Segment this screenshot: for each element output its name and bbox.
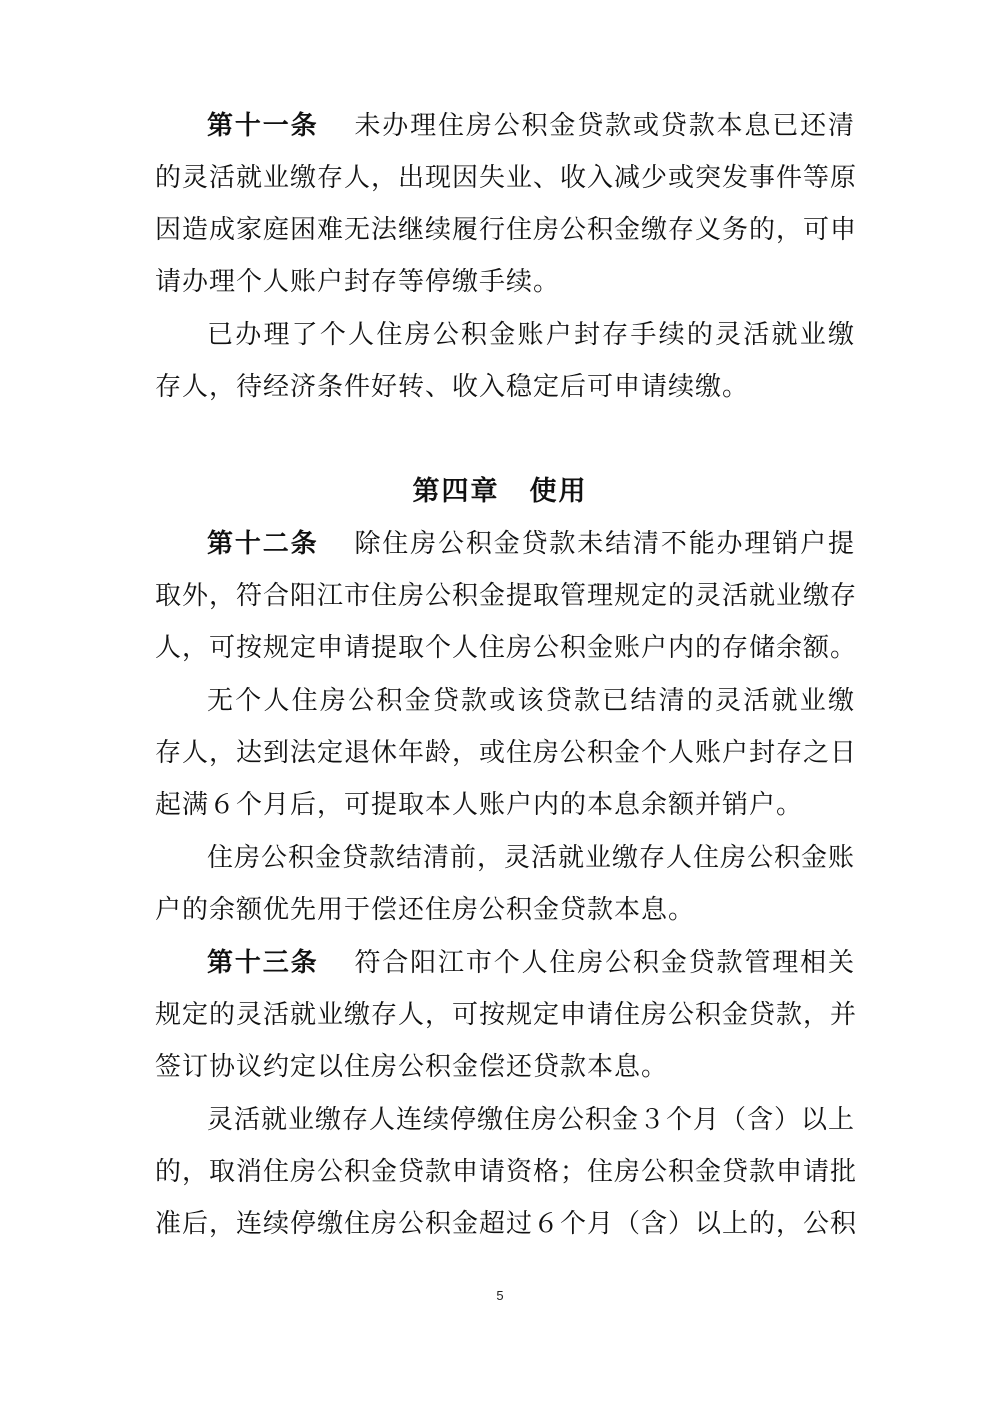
chapter-title: 使用 xyxy=(529,476,588,507)
article-11-line: 的灵活就业缴存人，出现因失业、收入减少或突发事件等原 xyxy=(155,163,858,193)
article-12-line: 人，可按规定申请提取个人住房公积金账户内的存储余额。 xyxy=(155,633,858,663)
article-13-para2-line: 的，取消住房公积金贷款申请资格；住房公积金贷款申请批 xyxy=(155,1157,858,1187)
article-13-para2-line: 灵活就业缴存人连续停缴住房公积金３个月（含）以上 xyxy=(207,1105,856,1135)
article-11-label: 第十一条 xyxy=(207,111,319,141)
article-13-line: 签订协议约定以住房公积金偿还贷款本息。 xyxy=(155,1052,669,1082)
article-13-para2-line: 准后，连续停缴住房公积金超过６个月（含）以上的，公积 xyxy=(155,1209,858,1239)
article-12-para2-line: 起满６个月后，可提取本人账户内的本息余额并销户。 xyxy=(155,790,804,820)
article-13-label: 第十三条 xyxy=(207,948,319,978)
page-number: 5 xyxy=(496,1288,504,1303)
article-11-text: 未办理住房公积金贷款或贷款本息已还清 xyxy=(354,111,855,141)
article-12-para3-line: 住房公积金贷款结清前，灵活就业缴存人住房公积金账 xyxy=(207,843,856,873)
article-12-label: 第十二条 xyxy=(207,529,319,559)
chapter-number: 第四章 xyxy=(412,476,500,507)
article-13-text: 符合阳江市个人住房公积金贷款管理相关 xyxy=(354,948,855,978)
article-13-line: 规定的灵活就业缴存人，可按规定申请住房公积金贷款，并 xyxy=(155,1000,858,1030)
article-11-line: 因造成家庭困难无法继续履行住房公积金缴存义务的，可申 xyxy=(155,215,858,245)
article-12-para3-line: 户的余额优先用于偿还住房公积金贷款本息。 xyxy=(155,895,696,925)
article-12-para2-line: 存人，达到法定退休年龄，或住房公积金个人账户封存之日 xyxy=(155,738,858,768)
article-11-para2-line: 存人，待经济条件好转、收入稳定后可申请续缴。 xyxy=(155,372,750,402)
article-12-line: 取外，符合阳江市住房公积金提取管理规定的灵活就业缴存 xyxy=(155,581,858,611)
article-11-first-line xyxy=(207,100,855,152)
article-12-text: 除住房公积金贷款未结清不能办理销户提 xyxy=(354,529,855,559)
article-11-line: 请办理个人账户封存等停缴手续。 xyxy=(155,267,561,297)
article-12-para2-line: 无个人住房公积金贷款或该贷款已结清的灵活就业缴 xyxy=(207,686,855,716)
article-12-first-line xyxy=(207,518,855,570)
article-13-first-line xyxy=(207,937,855,989)
chapter-heading xyxy=(0,466,1000,518)
article-11-para2-line: 已办理了个人住房公积金账户封存手续的灵活就业缴 xyxy=(207,320,855,350)
